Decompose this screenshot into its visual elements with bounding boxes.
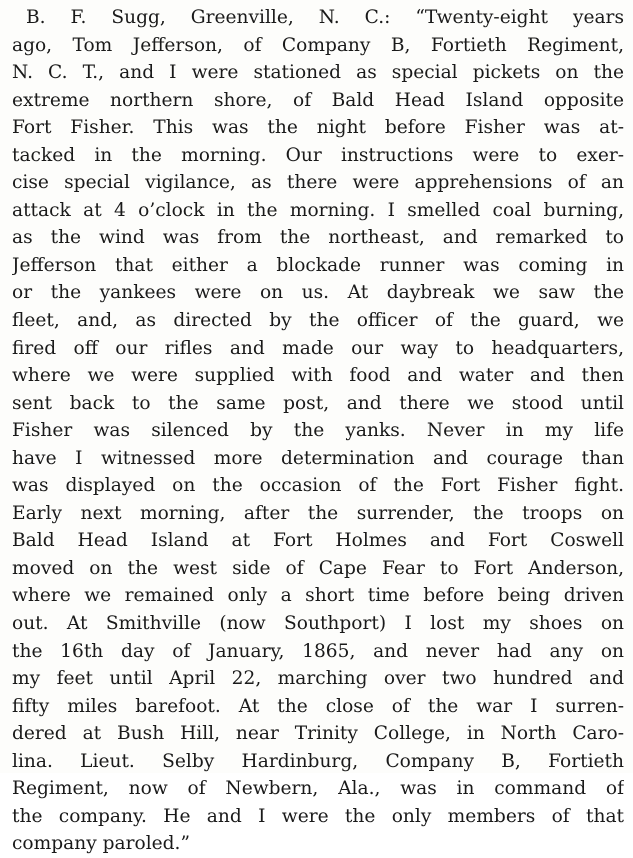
text-line: moved on the west side of Cape Fear to Fort Anderson, [12,557,624,579]
text-line: ago, Tom Jefferson, of Company B, Fortieth Regiment, [12,34,624,56]
text-line: dered at Bush Hill, near Trinity College, in North Caro- [12,723,624,745]
text-line: Early next morning, after the surrender, the troops on [12,502,624,524]
text-line: was displayed on the occasion of the Fort Fisher fight. [12,475,624,497]
text-line: Jefferson that either a blockade runner was coming in [12,254,624,276]
text-line: Regiment, now of Newbern, Ala., was in command of [12,778,624,800]
testimony-paragraph [12,4,624,858]
text-line: Bald Head Island at Fort Holmes and Fort Coswell [12,530,624,552]
text-line: out. At Smithville (now Southport) I lost my shoes on [12,613,624,635]
text-line: as the wind was from the northeast, and remarked to [12,227,624,249]
text-line: extreme northern shore, of Bald Head Island opposite [12,89,624,111]
text-line: B. F. Sugg, Greenville, N. C.: “Twenty-eight years [26,7,624,28]
text-line: attack at 4 o’clock in the morning. I smelled coal burning, [12,199,624,221]
text-line: fired off our rifles and made our way to headquarters, [12,337,624,359]
text-line: company paroled.” [12,833,190,855]
text-line: tacked in the morning. Our instructions were to exer- [12,144,624,166]
text-line: my feet until April 22, marching over two hundred and [12,668,624,690]
text-line: the 16th day of January, 1865, and never had any on [12,640,624,662]
text-line: where we were supplied with food and water and then [12,365,624,387]
text-line: Fort Fisher. This was the night before Fisher was at- [12,117,624,139]
text-line: N. C. T., and I were stationed as special pickets on the [12,62,624,84]
text-line: where we remained only a short time before being driven [12,585,624,607]
text-line: sent back to the same post, and there we stood until [12,392,624,414]
text-line: or the yankees were on us. At daybreak we saw the [12,282,624,304]
text-line: Fisher was silenced by the yanks. Never in my life [12,420,624,442]
text-line: the company. He and I were the only members of that [12,805,624,827]
text-line: have I witnessed more determination and courage than [12,447,624,469]
text-line: fleet, and, as directed by the officer of the guard, we [12,310,624,332]
text-line: cise special vigilance, as there were apprehensions of an [12,172,624,194]
text-line: lina. Lieut. Selby Hardinburg, Company B, Fortieth [12,750,624,772]
text-line: fifty miles barefoot. At the close of the war I surren- [12,695,624,717]
